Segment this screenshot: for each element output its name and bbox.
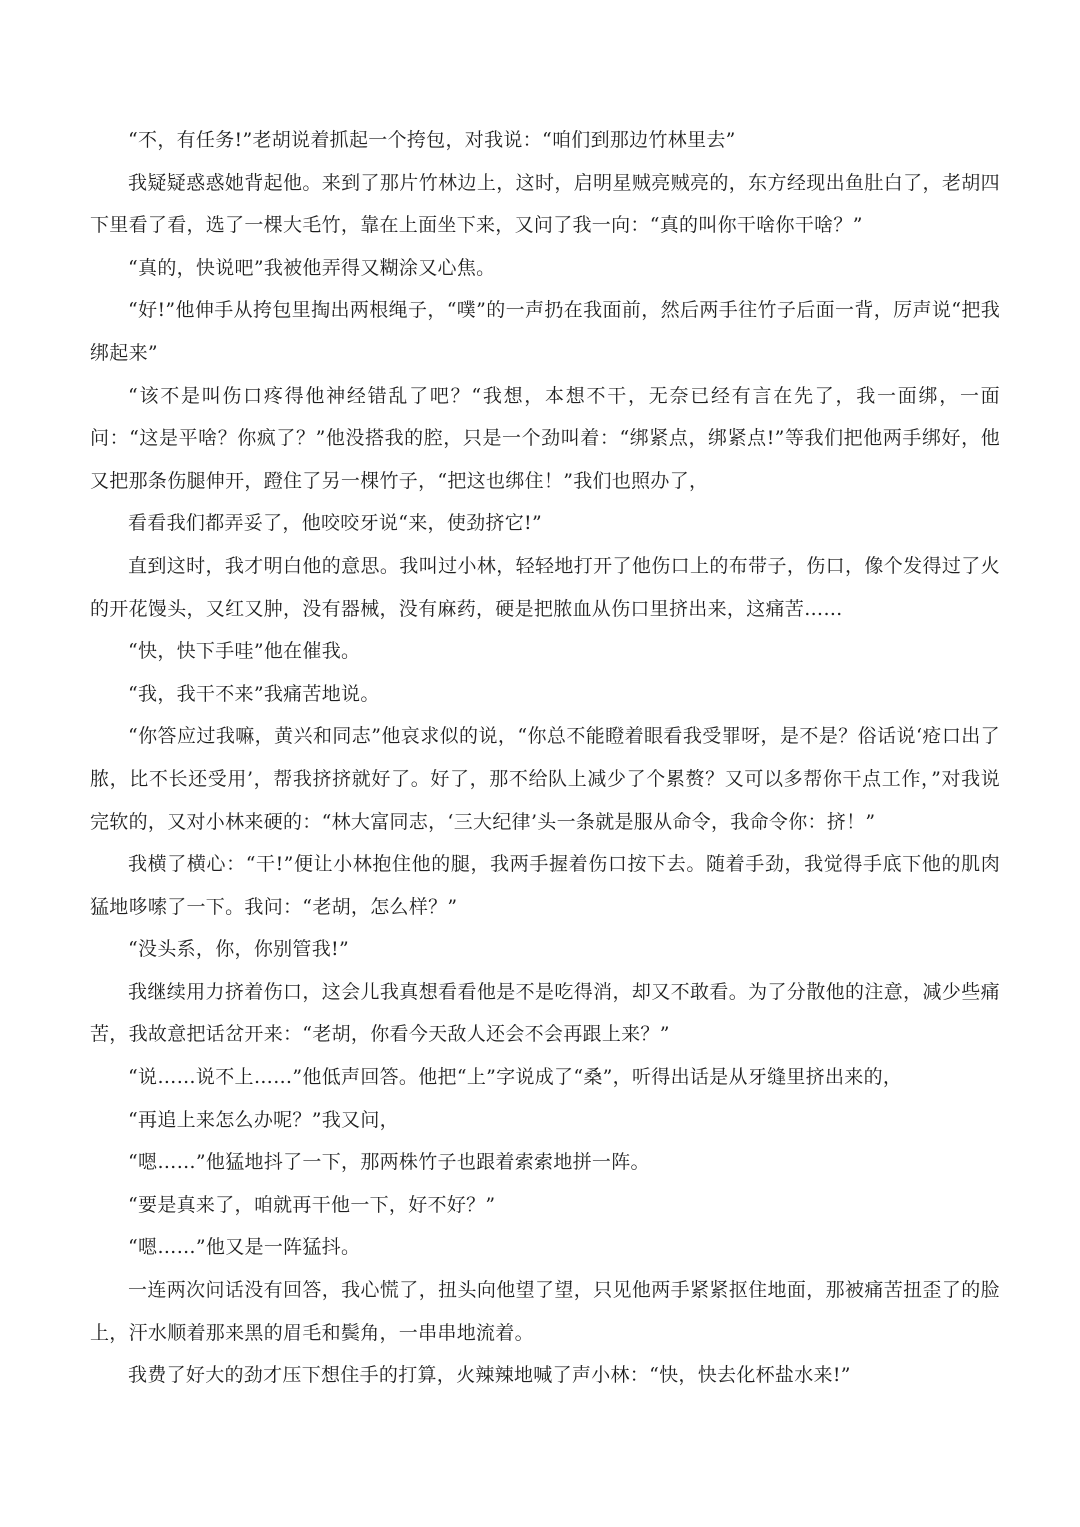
story-text	[90, 119, 1000, 1397]
paragraph: “真的，快说吧”我被他弄得又糊涂又心焦。	[128, 256, 496, 279]
paragraph: “快，快下手哇”他在催我。	[128, 640, 361, 663]
paragraph: “你答应过我嘛，黄兴和同志”他哀求似的说，“你总不能瞪着眼看我受罪呀，是不是？俗话说‘疮口出了脓，比不长还受用’，帮我挤挤就好了。好了，那不给队上减少了个累赘？又可以多帮你干点工作，”对我说完软的，又对小林来硬的：“林大富同志，‘三大纪律’头一条就是服从命令，我命令你：挤！”	[90, 725, 1000, 833]
paragraph: “好!”他伸手从挎包里掏出两根绳子，“噗”的一声扔在我面前，然后两手往竹子后面一背，厉声说“把我绑起来”	[90, 299, 1000, 364]
paragraph: “没头系，你，你别管我!”	[128, 938, 349, 961]
paragraph: 我横了横心：“干!”便让小林抱住他的腿，我两手握着伤口按下去。随着手劲，我觉得手底下他的肌肉猛地哆嗦了一下。我问：“老胡，怎么样？”	[90, 853, 1000, 918]
paragraph: 我疑疑惑惑她背起他。来到了那片竹林边上，这时，启明星贼亮贼亮的，东方经现出鱼肚白了，老胡四下里看了看，选了一棵大毛竹，靠在上面坐下来，又问了我一向：“真的叫你干啥你干啥？”	[90, 171, 1000, 237]
paragraph: 我费了好大的劲才压下想住手的打算，火辣辣地喊了声小林：“快，快去化杯盐水来!”	[128, 1364, 851, 1387]
paragraph: “该不是叫伤口疼得他神经错乱了吧？“我想，本想不干，无奈已经有言在先了，我一面绑，一面问：“这是平啥？你疯了？”他没搭我的腔，只是一个劲叫着：“绑紧点，绑紧点!”等我们把他两手绑好，他又把那条伤腿伸开，蹬住了另一棵竹子，“把这也绑住！”我们也照办了，	[90, 384, 1000, 492]
paragraph: “再追上来怎么办呢？”我又问，	[128, 1108, 399, 1131]
paragraph: 我继续用力挤着伤口，这会儿我真想看看他是不是吃得消，却又不敢看。为了分散他的注意，减少些痛苦，我故意把话岔开来：“老胡，你看今天敌人还会不会再跟上来？”	[90, 980, 1000, 1046]
paragraph: “说……说不上……”他低声回答。他把“上”字说成了“桑”，听得出话是从牙缝里挤出来的，	[128, 1066, 903, 1089]
paragraph: “我，我干不来”我痛苦地说。	[128, 682, 380, 705]
paragraph: 直到这时，我才明白他的意思。我叫过小林，轻轻地打开了他伤口上的布带子，伤口，像个发得过了火的开花馒头，又红又肿，没有器械，没有麻药，硬是把脓血从伤口里挤出来，这痛苦……	[90, 554, 1000, 620]
paragraph: “要是真来了，咱就再干他一下，好不好？”	[128, 1193, 496, 1216]
paragraph: “嗯……”他猛地抖了一下，那两株竹子也跟着索索地拼一阵。	[128, 1151, 650, 1174]
paragraph: 一连两次问话没有回答，我心慌了，扭头向他望了望，只见他两手紧紧抠住地面，那被痛苦扭歪了的脸上，汗水顺着那来黑的眉毛和鬓角，一串串地流着。	[90, 1279, 1000, 1344]
paragraph: 看看我们都弄妥了，他咬咬牙说“来，使劲挤它!”	[128, 512, 542, 535]
paragraph: “不，有任务!”老胡说着抓起一个挎包，对我说：“咱们到那边竹林里去”	[128, 129, 736, 151]
paragraph: “嗯……”他又是一阵猛抖。	[128, 1236, 361, 1259]
